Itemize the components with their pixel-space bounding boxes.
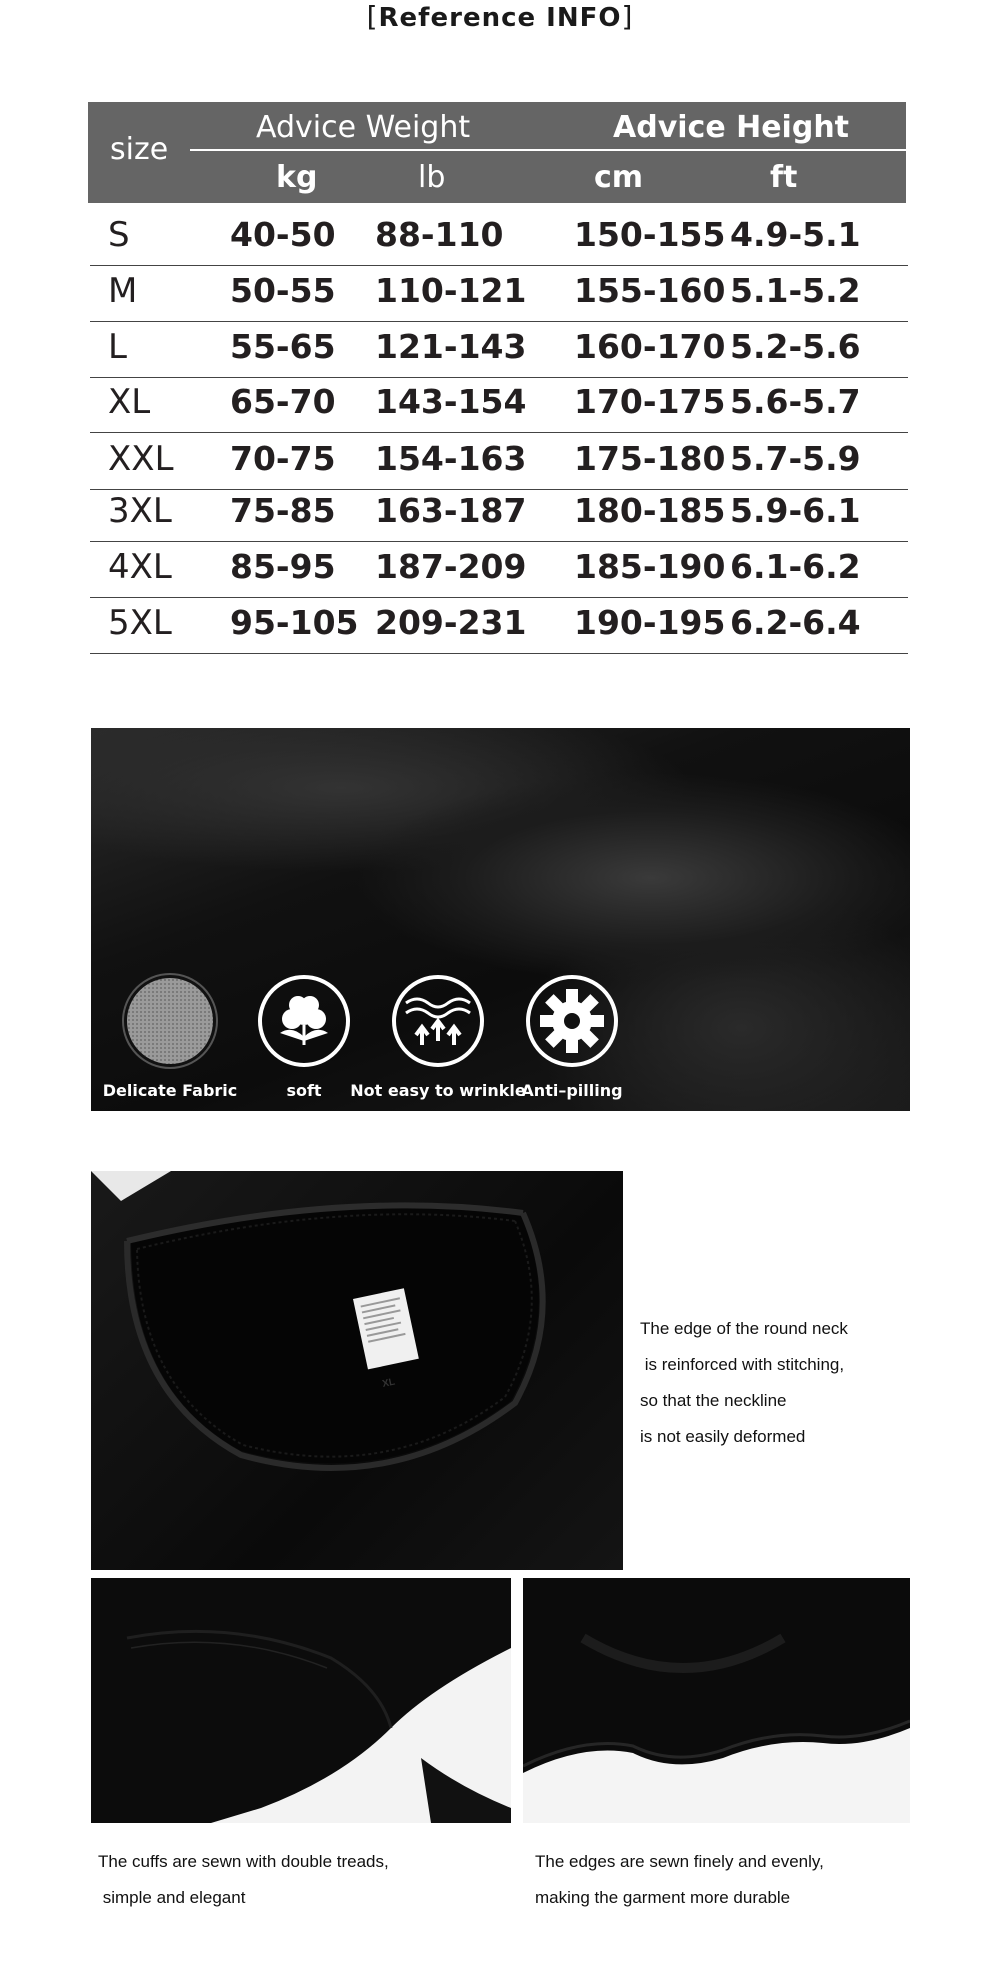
fabric-swatch-icon (124, 975, 216, 1067)
size-table-header (88, 102, 906, 203)
cm-cell: 175-180 (574, 439, 726, 478)
cm-cell: 155-160 (574, 271, 726, 310)
table-row (90, 265, 908, 322)
table-row (90, 541, 908, 598)
lb-cell: 187-209 (375, 547, 527, 586)
fabric-feature-banner (91, 728, 910, 1111)
lb-cell: 154-163 (375, 439, 527, 478)
kg-cell: 50-55 (230, 271, 336, 310)
kg-cell: 95-105 (230, 603, 359, 642)
size-cell: 4XL (108, 547, 172, 587)
lb-cell: 163-187 (375, 491, 527, 530)
desc-line: The edge of the round neck (640, 1319, 848, 1338)
table-row (90, 433, 908, 490)
desc-line: is not easily deformed (640, 1427, 806, 1446)
neckline-description (640, 1311, 848, 1455)
cm-cell: 190-195 (574, 603, 726, 642)
size-cell: L (108, 327, 127, 367)
ft-cell: 5.9-6.1 (730, 491, 861, 530)
title-text: Reference INFO (378, 3, 622, 33)
cm-cell: 180-185 (574, 491, 726, 530)
cm-cell: 160-170 (574, 327, 726, 366)
lb-cell: 209-231 (375, 603, 527, 642)
size-cell: M (108, 271, 138, 311)
ft-cell: 4.9-5.1 (730, 215, 861, 254)
ft-cell: 6.1-6.2 (730, 547, 861, 586)
weight-group-header: Advice Weight (256, 110, 471, 145)
cuff-description (98, 1844, 389, 1916)
size-cell: 5XL (108, 603, 172, 643)
lb-cell: 121-143 (375, 327, 527, 366)
feature-delicate-fabric (102, 975, 238, 1100)
gear-icon (526, 975, 618, 1067)
desc-line: making the garment more durable (535, 1888, 791, 1907)
table-row (90, 485, 908, 542)
header-divider (190, 149, 906, 151)
title-bracket-open: [ (366, 0, 379, 33)
lb-cell: 110-121 (375, 271, 527, 310)
kg-cell: 75-85 (230, 491, 336, 530)
feature-label: Anti–pilling (521, 1081, 623, 1100)
unit-kg: kg (276, 160, 318, 195)
cotton-icon (258, 975, 350, 1067)
height-group-header: Advice Height (613, 110, 850, 145)
ft-cell: 5.7-5.9 (730, 439, 861, 478)
kg-cell: 65-70 (230, 382, 336, 421)
cm-cell: 170-175 (574, 382, 726, 421)
neckline-photo (91, 1171, 623, 1570)
page-title (0, 0, 1000, 33)
cuff-photo (91, 1578, 511, 1823)
feature-anti-pilling (517, 975, 627, 1100)
unit-ft: ft (770, 160, 798, 195)
hem-photo (523, 1578, 910, 1823)
desc-line: The cuffs are sewn with double treads, (98, 1852, 389, 1871)
ft-cell: 5.1-5.2 (730, 271, 861, 310)
table-row (90, 597, 908, 654)
title-bracket-close: ] (621, 0, 634, 33)
cm-cell: 150-155 (574, 215, 726, 254)
unit-cm: cm (594, 160, 644, 195)
kg-cell: 40-50 (230, 215, 336, 254)
ft-cell: 6.2-6.4 (730, 603, 861, 642)
size-cell: S (108, 215, 130, 255)
desc-line: so that the neckline (640, 1391, 787, 1410)
unit-lb: lb (418, 160, 446, 195)
kg-cell: 55-65 (230, 327, 336, 366)
feature-no-wrinkle (350, 975, 526, 1100)
desc-line: is reinforced with stitching, (640, 1355, 845, 1374)
table-row (90, 321, 908, 378)
kg-cell: 70-75 (230, 439, 336, 478)
feature-soft (249, 975, 359, 1100)
ft-cell: 5.2-5.6 (730, 327, 861, 366)
wave-arrows-icon (392, 975, 484, 1067)
table-row (90, 376, 908, 433)
feature-label: soft (286, 1081, 322, 1100)
size-cell: XL (108, 382, 151, 422)
size-cell: XXL (108, 439, 174, 479)
kg-cell: 85-95 (230, 547, 336, 586)
lb-cell: 143-154 (375, 382, 527, 421)
ft-cell: 5.6-5.7 (730, 382, 861, 421)
cm-cell: 185-190 (574, 547, 726, 586)
size-header: size (110, 132, 169, 167)
desc-line: simple and elegant (98, 1888, 246, 1907)
neck-tag-size: XL (381, 1376, 397, 1390)
feature-label: Delicate Fabric (102, 1081, 238, 1100)
feature-label: Not easy to wrinkle (350, 1081, 526, 1100)
lb-cell: 88-110 (375, 215, 504, 254)
table-row (90, 209, 908, 266)
desc-line: The edges are sewn finely and evenly, (535, 1852, 824, 1871)
hem-description (535, 1844, 824, 1916)
size-cell: 3XL (108, 491, 172, 531)
